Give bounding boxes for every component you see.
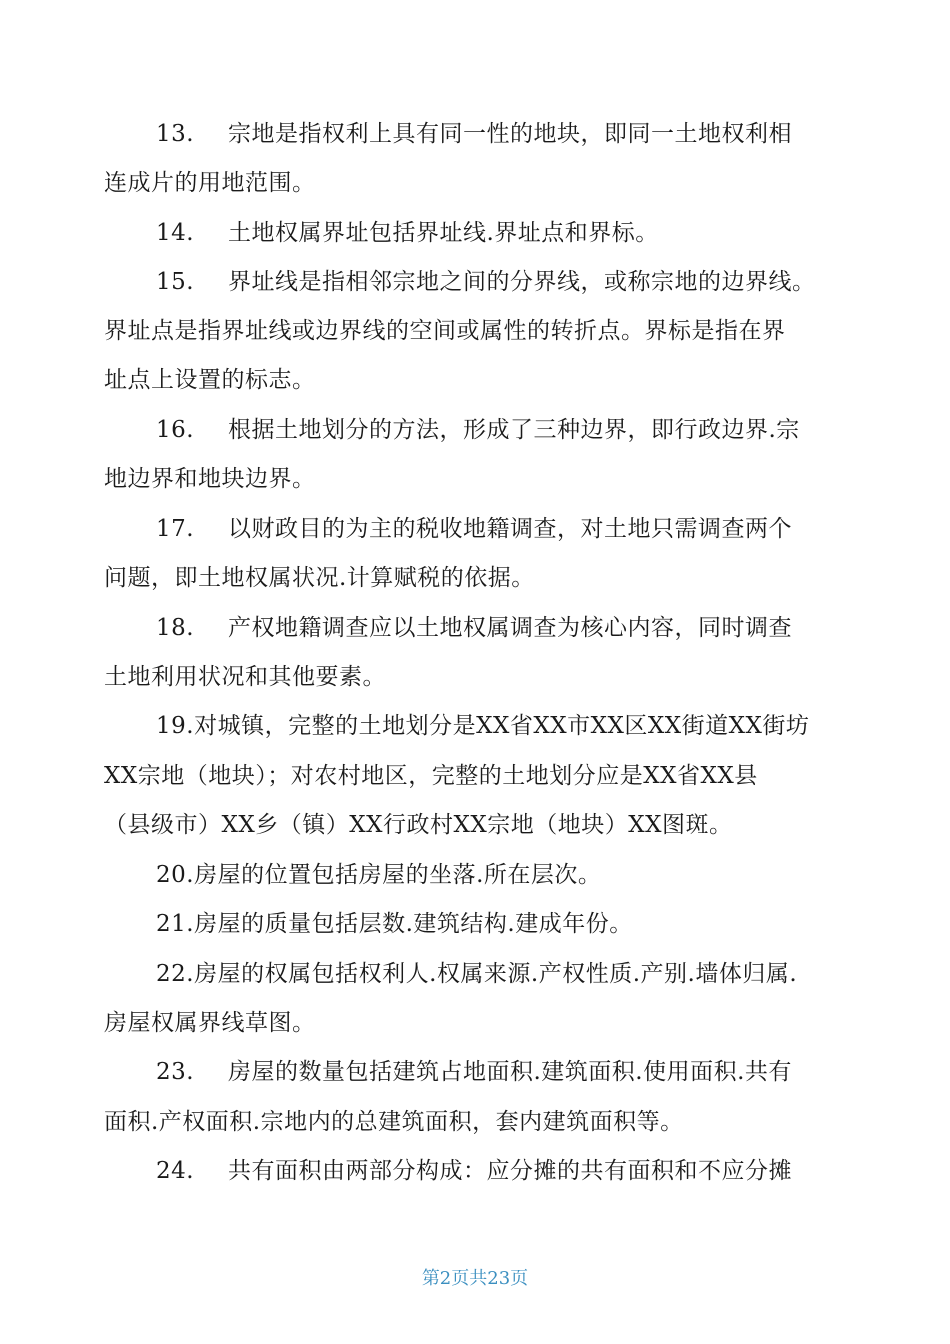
paragraph-20-line-1: 20.房屋的位置包括房屋的坐落.所在层次。 [156, 862, 602, 888]
paragraph-19-line-1: 19.对城镇，完整的土地划分是XX省XX市XX区XX街道XX街坊 [156, 713, 810, 739]
paragraph-22-line-1: 22.房屋的权属包括权利人.权属来源.产权性质.产别.墙体归属. [156, 961, 798, 987]
paragraph-13-line-2: 连成片的用地范围。 [104, 170, 316, 196]
paragraph-13-line-1: 13. 宗地是指权利上具有同一性的地块，即同一土地权利相 [156, 121, 792, 147]
paragraph-18-line-2: 土地利用状况和其他要素。 [104, 664, 386, 690]
paragraph-23-line-2: 面积.产权面积.宗地内的总建筑面积，套内建筑面积等。 [104, 1109, 684, 1135]
paragraph-15-line-1: 15. 界址线是指相邻宗地之间的分界线，或称宗地的边界线。 [156, 269, 816, 295]
paragraph-18-line-1: 18. 产权地籍调查应以土地权属调查为核心内容，同时调查 [156, 615, 792, 641]
paragraph-16-line-1: 16. 根据土地划分的方法，形成了三种边界，即行政边界.宗 [156, 417, 800, 443]
paragraph-19-line-2: XX宗地（地块）；对农村地区，完整的土地划分应是XX省XX县 [104, 763, 758, 789]
paragraph-23-line-1: 23. 房屋的数量包括建筑占地面积.建筑面积.使用面积.共有 [156, 1059, 792, 1085]
paragraph-14-line-1: 14. 土地权属界址包括界址线.界址点和界标。 [156, 220, 659, 246]
item-number: 18. [156, 615, 195, 641]
paragraph-15-line-3: 址点上设置的标志。 [104, 367, 316, 393]
paragraph-22-line-2: 房屋权属界线草图。 [104, 1010, 316, 1036]
item-number: 16. [156, 417, 195, 443]
paragraph-21-line-1: 21.房屋的质量包括层数.建筑结构.建成年份。 [156, 911, 633, 937]
paragraph-17-line-1: 17. 以财政目的为主的税收地籍调查，对土地只需调查两个 [156, 516, 792, 542]
page-footer: 第2页共23页 [421, 1268, 529, 1289]
item-number: 15. [156, 269, 195, 295]
paragraph-15-line-2: 界址点是指界址线或边界线的空间或属性的转折点。界标是指在界 [104, 318, 786, 344]
item-number: 17. [156, 516, 195, 542]
paragraph-17-line-2: 问题，即土地权属状况.计算赋税的依据。 [104, 565, 535, 591]
item-number: 23. [156, 1059, 195, 1085]
item-number: 24. [156, 1158, 195, 1184]
paragraph-16-line-2: 地边界和地块边界。 [104, 466, 316, 492]
paragraph-19-line-3: （县级市）XX乡（镇）XX行政村XX宗地（地块）XX图斑。 [104, 812, 733, 838]
item-number: 13. [156, 121, 195, 147]
paragraph-24-line-1: 24. 共有面积由两部分构成：应分摊的共有面积和不应分摊 [156, 1158, 792, 1184]
item-number: 14. [156, 220, 195, 246]
